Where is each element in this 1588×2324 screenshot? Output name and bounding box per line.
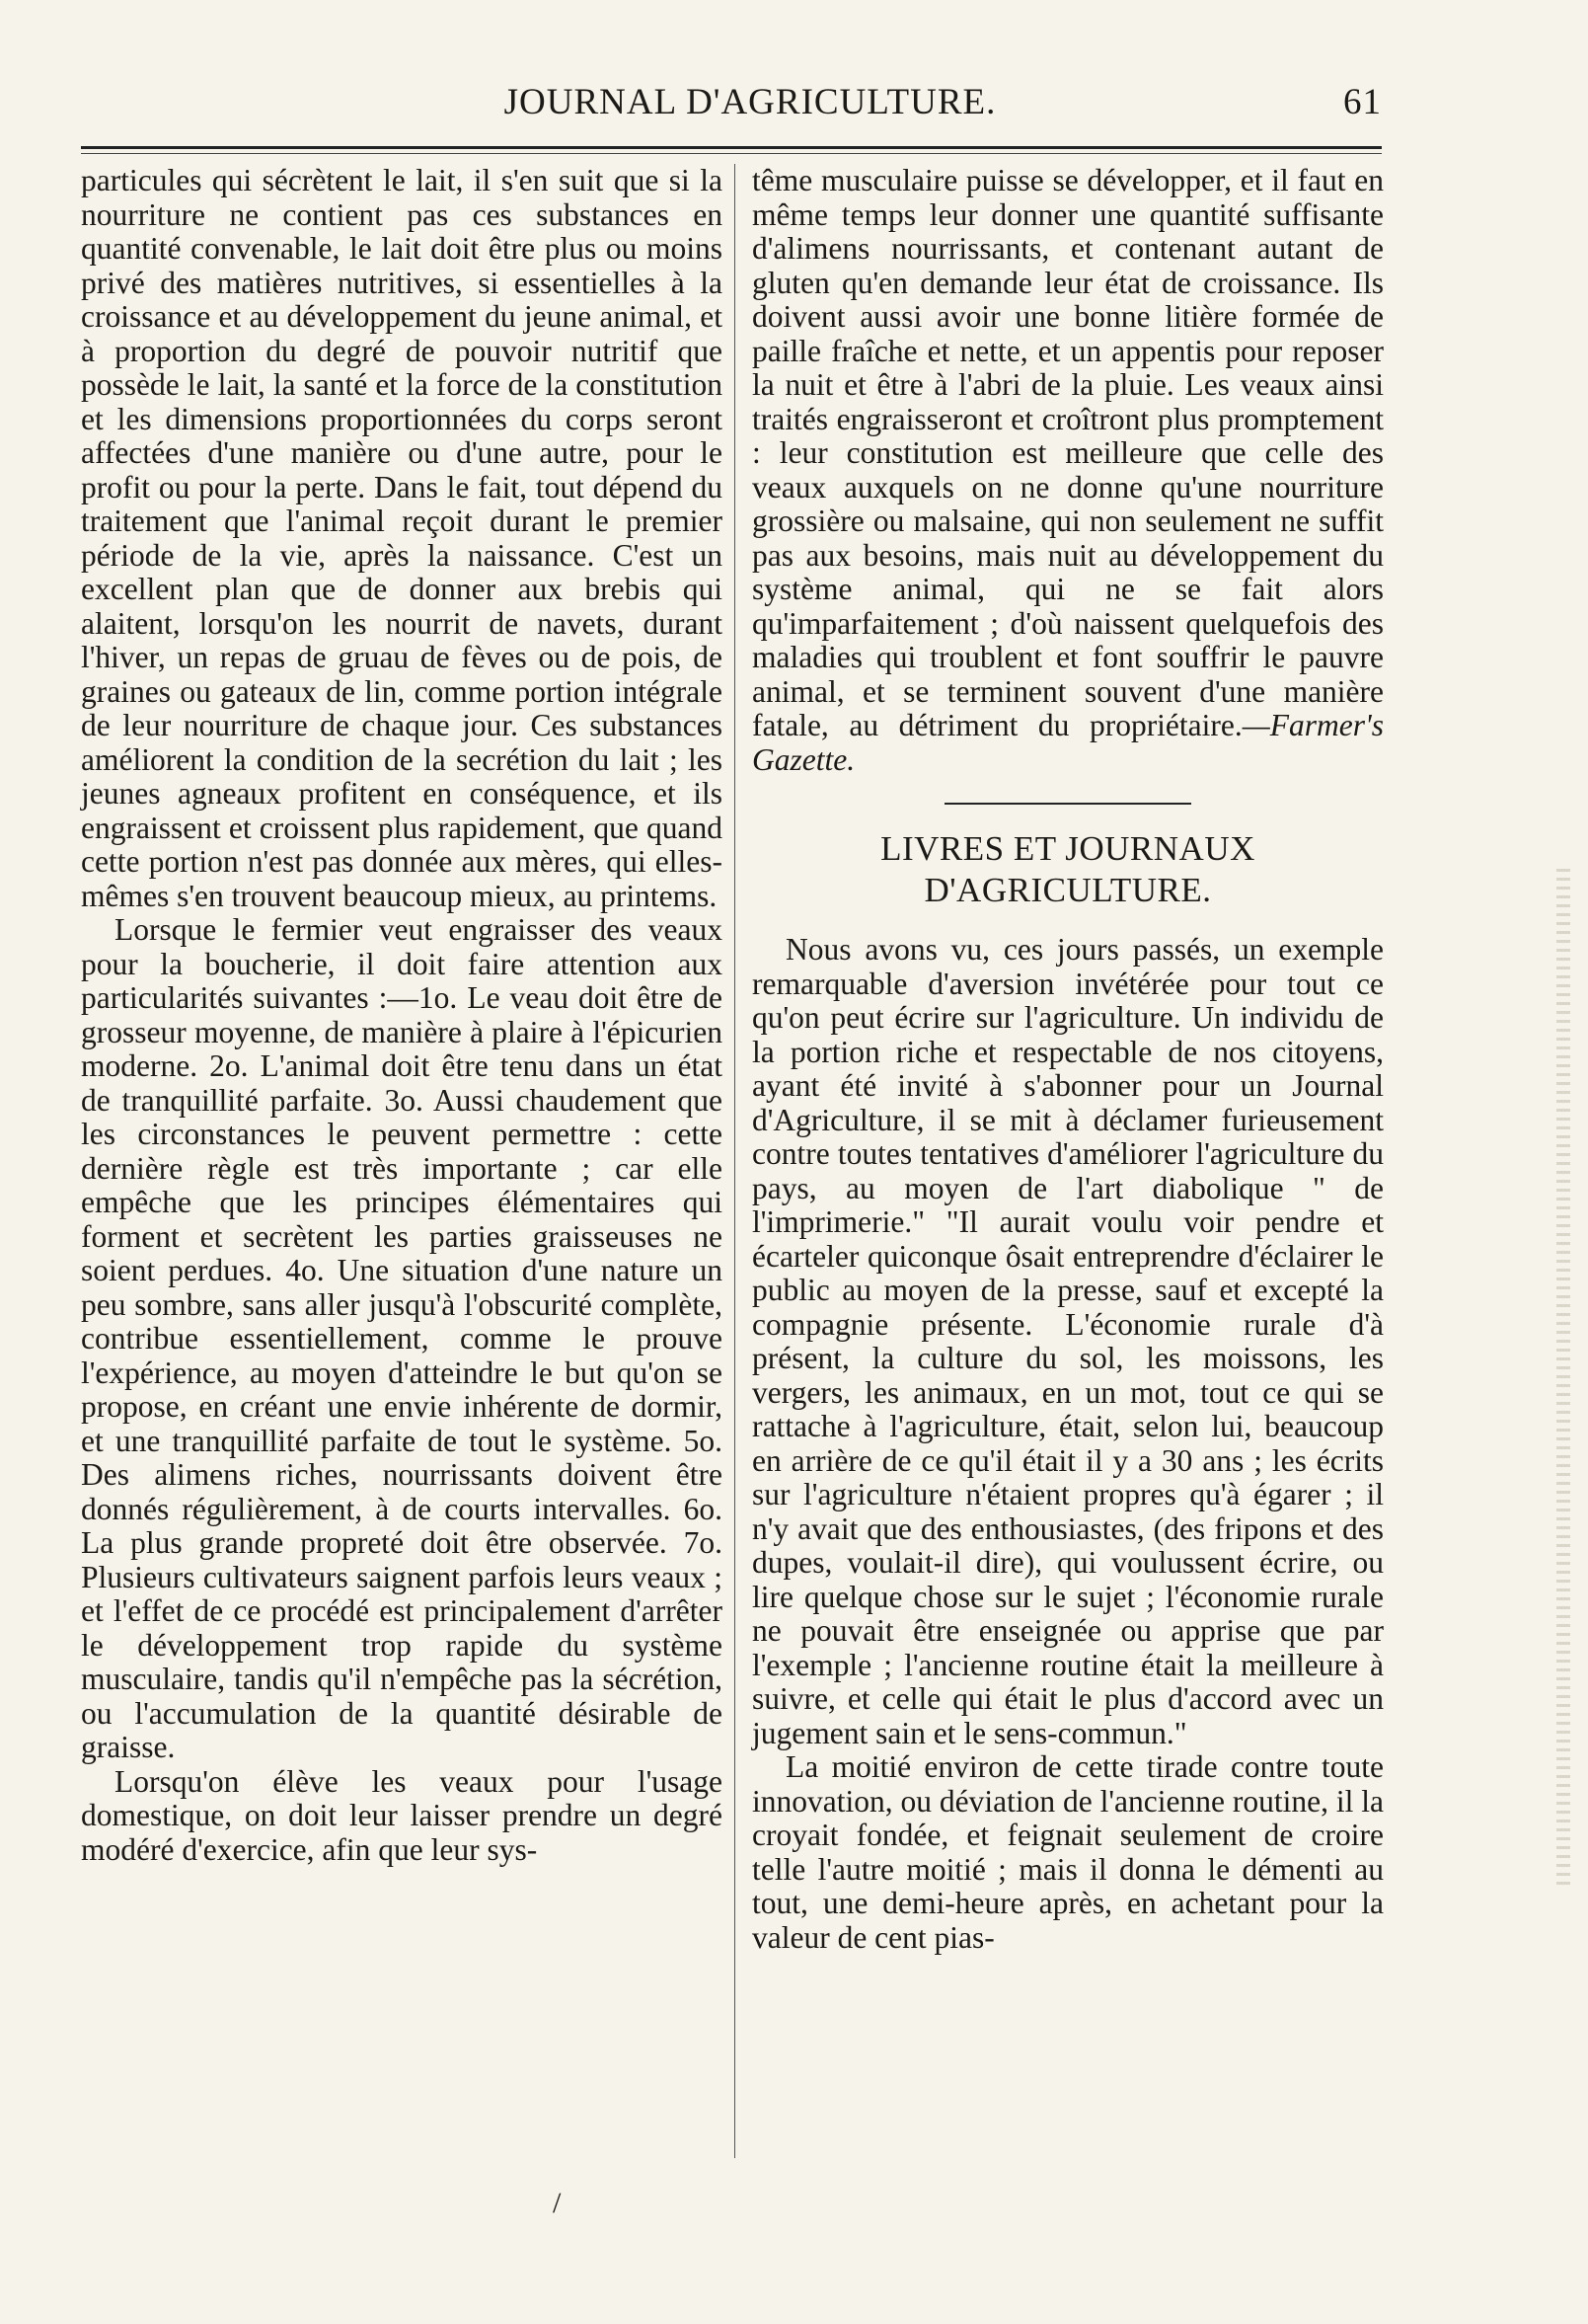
right-paragraph-1-text: tême musculaire puisse se développer, et il faut en même temps leur donner une quantité suffisante d'alimens nourrissants, et contenant autant de gluten qu'en demande leur état de croissance. Ils doivent aussi avoir une bonne litière formée de paille fraîche et nette, et un appentis pour reposer la nuit et être à l'abri de la pluie. Les veaux ainsi traités engraisseront et croîtront plus promptement : leur constitution est meilleure que celle des veaux auxquels on ne donne qu'une nourriture grossière ou malsaine, qui non seulement ne suffit pas aux besoins, mais nuit au développement du système animal, qui ne se fait alors qu'imparfaitement ; d'où naissent quelquefois des maladies qui troublent et font souffrir le pauvre animal, et se terminent souvent d'une manière fatale, au détriment du propriétaire.	[752, 163, 1384, 742]
left-paragraph-2: Lorsque le fermier veut engraisser des veaux pour la boucherie, il doit faire attention aux particularités suivantes :—1o. Le veau doit être de grosseur moyenne, de manière à plaire à l'épicurien moderne. 2o. L'animal doit être tenu dans un état de tranquillité parfaite. 3o. Aussi chaudement que les circonstances le peuvent permettre : cette dernière règle est très importante ; car elle empêche que les principes élémentaires qui forment et secrètent les parties graisseuses ne soient perdues. 4o. Une situation d'une nature un peu sombre, sans aller jusqu'à l'obscurité complète, contribue essentiellement, comme le prouve l'expérience, au moyen d'atteindre le but qu'on se propose, en créant une envie inhérente de dormir, et une tranquillité parfaite de tout le système. 5o. Des alimens riches, nourrissants doivent être donnés régulièrement, à de courts intervalles. 6o. La plus grande propreté doit être observée. 7o. Plusieurs cultivateurs saignent parfois leurs veaux ; et l'effet de ce procédé est principalement d'arrêter le développement trop rapide du système musculaire, tandis qu'il n'empêche pas la sécrétion, ou l'accumulation de la quantité désirable de graisse.	[81, 912, 722, 1764]
header-rule-thin	[81, 153, 1382, 154]
left-paragraph-1: particules qui sécrètent le lait, il s'en suit que si la nourriture ne contient pas ces substances en quantité convenable, le lait doit être plus ou moins privé des matières nutritives, si essentielles à la croissance et au développement du jeune animal, et à proportion du degré de pouvoir nutritif que possède le lait, la santé et la force de la constitution et les dimensions proportionnées du corps seront affectées d'une manière ou d'une autre, pour le profit ou pour la perte. Dans le fait, tout dépend du traitement que l'animal reçoit durant le premier période de la vie, après la naissance. C'est un excellent plan que de donner aux brebis qui alaitent, lorsqu'on les nourrit de navets, durant l'hiver, un repas de gruau de fèves ou de pois, de graines ou gateaux de lin, comme portion intégrale de leur nourriture de chaque jour. Ces substances améliorent la condition de la secrétion du lait ; les jeunes agneaux profitent en conséquence, et ils engraissent et croissent plus rapidement, que quand cette portion n'est pas donnée aux mères, qui elles-mêmes s'en trouvent beaucoup mieux, au printems.	[81, 163, 722, 913]
section-title: LIVRES ET JOURNAUX D'AGRICULTURE.	[880, 829, 1255, 909]
scan-edge-noise	[1556, 869, 1570, 1886]
page-number: 61	[1343, 82, 1382, 122]
source-attribution: —Farmer's Gazette.	[752, 708, 1384, 777]
left-column	[81, 164, 722, 1867]
header-rule	[81, 146, 1382, 149]
page-header	[79, 81, 1382, 130]
right-column	[752, 164, 1384, 1955]
right-paragraph-3: La moitié environ de cette tirade contre toute innovation, ou déviation de l'ancienne routine, il la croyait fondée, et feignait seulement de croire telle l'autre moitié ; mais il donna le démenti au tout, une demi-heure après, en achetant pour la valeur de cent pias-	[752, 1749, 1384, 1955]
footer-mark: /	[553, 2187, 562, 2219]
column-divider	[734, 164, 735, 2158]
right-paragraph-1	[752, 164, 1384, 777]
section-separator	[945, 803, 1191, 805]
journal-title: JOURNAL D'AGRICULTURE.	[503, 82, 997, 122]
right-paragraph-2: Nous avons vu, ces jours passés, un exemple remarquable d'aversion invétérée pour tout ce qu'on peut écrire sur l'agriculture. Un individu de la portion riche et respectable de nos citoyens, ayant été invité à s'abonner pour un Journal d'Agriculture, il se mit à déclamer furieusement contre toutes tentatives d'améliorer l'agriculture du pays, au moyen de l'art diabolique " de l'imprimerie." "Il aurait voulu voir pendre et écarteler quiconque ôsait entreprendre d'éclairer le public au moyen de la presse, sauf et excepté la compagnie présente. L'économie rurale d'à présent, la culture du sol, les moissons, les vergers, les animaux, en un mot, tout ce qui se rattache à l'agriculture, était, selon lui, beaucoup en arrière de ce qu'il était il y a 30 ans ; les écrits sur l'agriculture n'étaient propres qu'à égarer ; il n'y avait que des enthousiastes, (des fripons et des dupes, voulait-il dire), qui voulussent écrire, ou lire quelque chose sur le sujet ; l'économie rurale ne pouvait être enseignée ou apprise que par l'exemple ; l'ancienne routine était la meilleure à suivre, et celle qui était le plus d'accord avec un jugement sain et le sens-commun."	[752, 932, 1384, 1750]
left-paragraph-3: Lorsqu'on élève les veaux pour l'usage domestique, on doit leur laisser prendre un degré modéré d'exercice, afin que leur sys-	[81, 1763, 722, 1867]
